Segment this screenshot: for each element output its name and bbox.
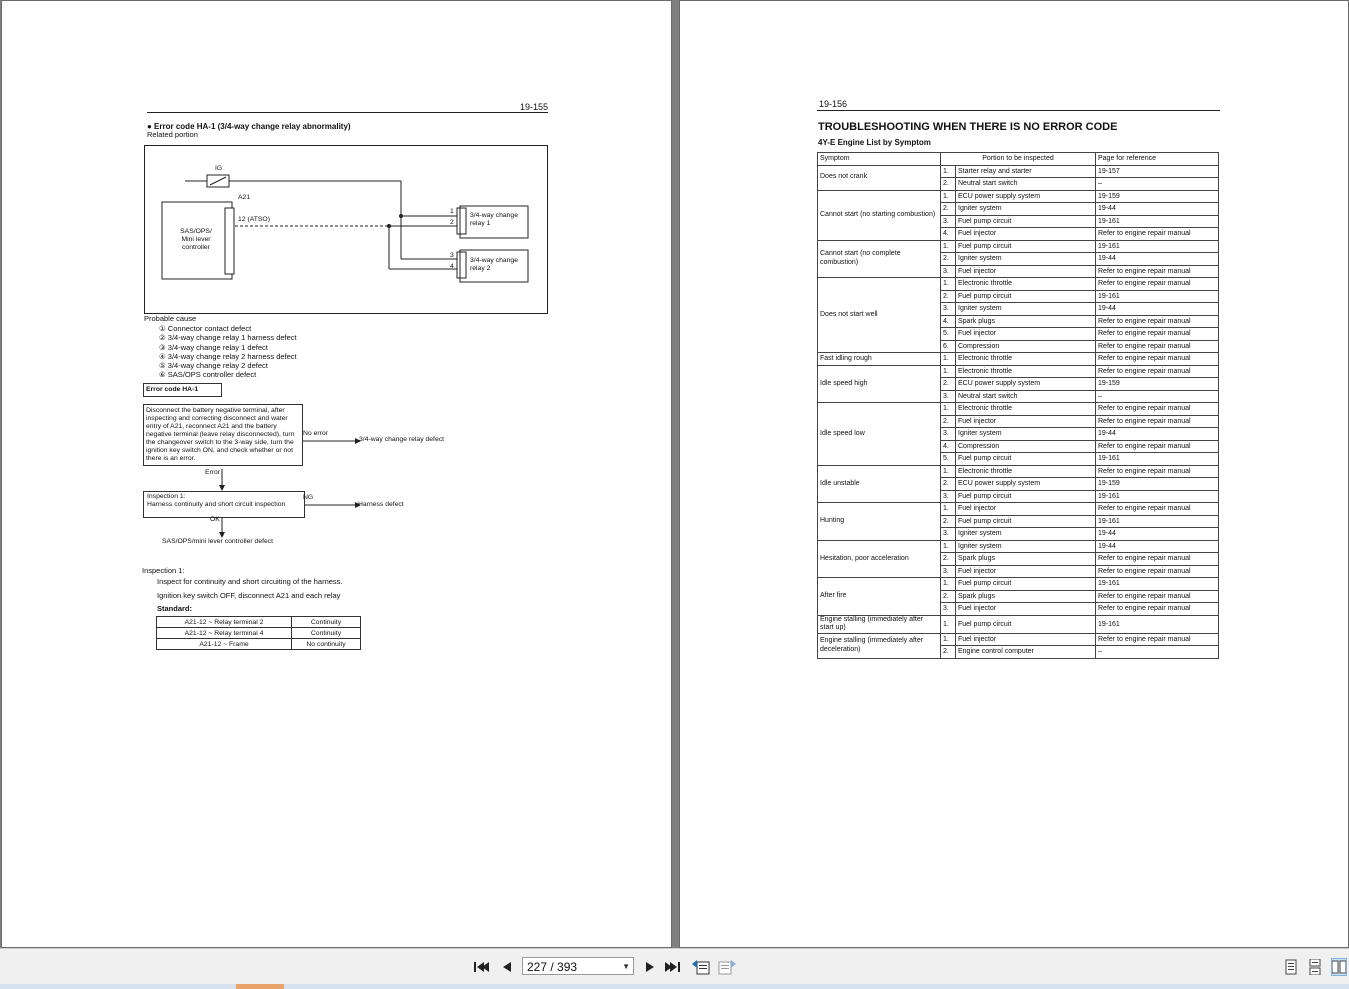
- portion-cell: Fuel injector: [956, 415, 1096, 428]
- reference-cell: 19-44: [1096, 253, 1219, 266]
- portion-cell: Starter relay and starter: [956, 165, 1096, 178]
- item-number-cell: 2.: [941, 415, 956, 428]
- item-number-cell: 3.: [941, 265, 956, 278]
- flow-step-2: Inspection 1: Harness continuity and short circuit inspection: [143, 491, 305, 518]
- table-row: [818, 615, 1219, 633]
- symptom-table-body: [818, 165, 1219, 658]
- facing-pages-icon: [1332, 959, 1346, 975]
- previous-view-icon: [692, 959, 710, 975]
- document-page-left: [1, 0, 672, 948]
- next-page-button[interactable]: [641, 958, 659, 976]
- reference-cell: 19-44: [1096, 528, 1219, 541]
- item-number-cell: 2.: [941, 253, 956, 266]
- portion-cell: Igniter system: [956, 253, 1096, 266]
- error-code-box: Error code HA-1: [143, 383, 222, 397]
- portion-cell: Neutral start switch: [956, 178, 1096, 191]
- item-number-cell: 2.: [941, 290, 956, 303]
- reference-cell: 19-161: [1096, 453, 1219, 466]
- symptom-cell: Idle speed low: [818, 403, 941, 466]
- symptom-cell: Engine stalling (immediately after start up): [818, 615, 941, 633]
- item-number-cell: 2.: [941, 515, 956, 528]
- reference-cell: 19-157: [1096, 165, 1219, 178]
- item-number-cell: 1.: [941, 540, 956, 553]
- reference-cell: –: [1096, 646, 1219, 659]
- portion-cell: Compression: [956, 440, 1096, 453]
- reference-cell: Refer to engine repair manual: [1096, 503, 1219, 516]
- reference-cell: Refer to engine repair manual: [1096, 328, 1219, 341]
- portion-cell: ECU power supply system: [956, 478, 1096, 491]
- portion-cell: Fuel injector: [956, 603, 1096, 616]
- item-number-cell: 3.: [941, 428, 956, 441]
- single-page-view-button[interactable]: [1283, 958, 1299, 976]
- reference-cell: Refer to engine repair manual: [1096, 315, 1219, 328]
- no-error-label: No error: [303, 430, 328, 437]
- symptom-cell: Engine stalling (immediately after deceleration): [818, 633, 941, 658]
- ng-label: NG: [303, 494, 314, 501]
- first-page-icon: [473, 960, 489, 974]
- list-item: ④ 3/4-way change relay 2 harness defect: [159, 351, 297, 361]
- item-number-cell: 3.: [941, 603, 956, 616]
- symptom-cell: Does not start well: [818, 278, 941, 353]
- ok-label: OK: [210, 516, 220, 523]
- reference-cell: Refer to engine repair manual: [1096, 340, 1219, 353]
- portion-cell: Igniter system: [956, 203, 1096, 216]
- section-subheading: Related portion: [147, 130, 198, 139]
- reference-cell: 19-44: [1096, 303, 1219, 316]
- table-row: [818, 503, 1219, 516]
- relay1-label: 3/4-way change relay 1: [470, 212, 518, 227]
- inspection-line-2: Ignition key switch OFF, disconnect A21 and each relay: [157, 591, 341, 600]
- next-page-icon: [644, 960, 656, 974]
- item-number-cell: 1.: [941, 615, 956, 633]
- reference-cell: Refer to engine repair manual: [1096, 565, 1219, 578]
- item-number-cell: 3.: [941, 215, 956, 228]
- reference-cell: 19-161: [1096, 515, 1219, 528]
- column-header-symptom: Symptom: [818, 153, 941, 166]
- last-page-button[interactable]: [664, 958, 682, 976]
- pin-3: 3: [450, 252, 454, 259]
- portion-cell: Fuel pump circuit: [956, 515, 1096, 528]
- reference-cell: Refer to engine repair manual: [1096, 465, 1219, 478]
- portion-cell: Fuel pump circuit: [956, 490, 1096, 503]
- standard-label: Standard:: [157, 604, 193, 613]
- page-number: 19-156: [819, 99, 848, 109]
- portion-cell: Fuel pump circuit: [956, 453, 1096, 466]
- portion-cell: Fuel injector: [956, 328, 1096, 341]
- item-number-cell: 3.: [941, 528, 956, 541]
- pin-2: 2: [450, 219, 454, 226]
- reference-cell: 19-44: [1096, 428, 1219, 441]
- next-view-icon: [718, 959, 736, 975]
- portion-cell: Spark plugs: [956, 590, 1096, 603]
- header-rule: [817, 110, 1220, 111]
- portion-cell: ECU power supply system: [956, 378, 1096, 391]
- item-number-cell: 4.: [941, 315, 956, 328]
- list-item: ⑤ 3/4-way change relay 2 defect: [159, 361, 268, 371]
- column-header-portion: Portion to be inspected: [941, 153, 1096, 166]
- portion-cell: Fuel injector: [956, 503, 1096, 516]
- error-label: Error: [205, 469, 221, 476]
- symptom-cell: Idle speed high: [818, 365, 941, 403]
- portion-cell: Fuel pump circuit: [956, 578, 1096, 591]
- portion-cell: Electronic throttle: [956, 403, 1096, 416]
- portion-cell: Compression: [956, 340, 1096, 353]
- circuit-diagram: [144, 145, 548, 314]
- item-number-cell: 2.: [941, 378, 956, 391]
- reference-cell: Refer to engine repair manual: [1096, 403, 1219, 416]
- reference-cell: Refer to engine repair manual: [1096, 228, 1219, 241]
- pin-4: 4: [450, 263, 454, 270]
- reference-cell: 19-161: [1096, 290, 1219, 303]
- item-number-cell: 1.: [941, 190, 956, 203]
- item-number-cell: 1.: [941, 353, 956, 366]
- table-row: [818, 278, 1219, 291]
- last-page-icon: [665, 960, 681, 974]
- chevron-down-icon[interactable]: ▼: [622, 962, 630, 971]
- page-number: 19-155: [520, 102, 549, 112]
- list-item: ② 3/4-way change relay 1 harness defect: [159, 333, 297, 343]
- item-number-cell: 3.: [941, 490, 956, 503]
- reference-cell: Refer to engine repair manual: [1096, 353, 1219, 366]
- portion-cell: Fuel injector: [956, 565, 1096, 578]
- symptom-cell: Idle unstable: [818, 465, 941, 503]
- table-row: [818, 365, 1219, 378]
- reference-cell: 19-44: [1096, 203, 1219, 216]
- portion-cell: Neutral start switch: [956, 390, 1096, 403]
- item-number-cell: 1.: [941, 278, 956, 291]
- portion-cell: Fuel pump circuit: [956, 615, 1096, 633]
- item-number-cell: 2.: [941, 553, 956, 566]
- table-row: [818, 403, 1219, 416]
- item-number-cell: 2.: [941, 178, 956, 191]
- a21-label: A21: [238, 194, 251, 201]
- portion-cell: Fuel injector: [956, 633, 1096, 646]
- reference-cell: –: [1096, 178, 1219, 191]
- line-label: 12 (ATSO): [238, 216, 270, 223]
- item-number-cell: 2.: [941, 478, 956, 491]
- reference-cell: 19-44: [1096, 540, 1219, 553]
- list-item: ⑥ SAS/OPS controller defect: [159, 370, 257, 380]
- flow-step-1: Disconnect the battery negative terminal, after inspecting and correcting disconnect and water entry of A21, reconnect A21 and the battery negative terminal (leave relay disconnected), turn the changeover switch to the 3-way side, turn the ignition key switch ON, and check whether or not there is an error.: [143, 404, 303, 466]
- symptom-cell: Cannot start (no complete combustion): [818, 240, 941, 278]
- reference-cell: Refer to engine repair manual: [1096, 440, 1219, 453]
- item-number-cell: 3.: [941, 390, 956, 403]
- portion-cell: Igniter system: [956, 540, 1096, 553]
- previous-page-icon: [501, 960, 513, 974]
- reference-cell: Refer to engine repair manual: [1096, 553, 1219, 566]
- portion-cell: Igniter system: [956, 428, 1096, 441]
- column-header-reference: Page for reference: [1096, 153, 1219, 166]
- single-page-icon: [1284, 959, 1298, 975]
- item-number-cell: 1.: [941, 165, 956, 178]
- symptom-cell: Cannot start (no starting combustion): [818, 190, 941, 240]
- symptom-cell: Hesitation, poor acceleration: [818, 540, 941, 578]
- ok-result: SAS/OPS/mini lever controller defect: [162, 538, 274, 545]
- item-number-cell: 1.: [941, 240, 956, 253]
- navigation-toolbar: [0, 948, 1349, 985]
- next-view-button[interactable]: [718, 958, 736, 976]
- item-number-cell: 2.: [941, 646, 956, 659]
- status-bar-segment: [236, 984, 284, 989]
- table-cell: Continuity: [292, 628, 361, 639]
- item-number-cell: 4.: [941, 440, 956, 453]
- reference-cell: 19-161: [1096, 240, 1219, 253]
- previous-view-button[interactable]: [692, 958, 710, 976]
- table-cell: A21-12 ~ Relay terminal 4: [157, 628, 292, 639]
- item-number-cell: 1.: [941, 465, 956, 478]
- table-header-row: [818, 153, 1219, 166]
- symptom-cell: Does not crank: [818, 165, 941, 190]
- portion-cell: Fuel pump circuit: [956, 290, 1096, 303]
- table-cell: No continuity: [292, 639, 361, 650]
- table-cell: Continuity: [292, 617, 361, 628]
- table-row: [818, 578, 1219, 591]
- item-number-cell: 2.: [941, 203, 956, 216]
- item-number-cell: 6.: [941, 340, 956, 353]
- portion-cell: Spark plugs: [956, 553, 1096, 566]
- continuous-view-button[interactable]: [1307, 958, 1323, 976]
- table-row: [818, 353, 1219, 366]
- portion-cell: Igniter system: [956, 528, 1096, 541]
- item-number-cell: 5.: [941, 328, 956, 341]
- inspection-title: Inspection 1:: [142, 566, 185, 575]
- table-row: [157, 617, 361, 628]
- standard-table: [156, 616, 361, 650]
- list-item: ③ 3/4-way change relay 1 defect: [159, 342, 268, 352]
- first-page-button[interactable]: [472, 958, 490, 976]
- header-rule: [147, 112, 548, 113]
- item-number-cell: 3.: [941, 565, 956, 578]
- reference-cell: Refer to engine repair manual: [1096, 265, 1219, 278]
- relay2-label: 3/4-way change relay 2: [470, 257, 518, 272]
- item-number-cell: 1.: [941, 403, 956, 416]
- reference-cell: Refer to engine repair manual: [1096, 365, 1219, 378]
- table-row: [818, 190, 1219, 203]
- item-number-cell: 4.: [941, 228, 956, 241]
- table-cell: A21-12 ~ Frame: [157, 639, 292, 650]
- controller-label: SAS/OPS/ Mini lever controller: [180, 228, 212, 251]
- portion-cell: Electronic throttle: [956, 353, 1096, 366]
- portion-cell: ECU power supply system: [956, 190, 1096, 203]
- item-number-cell: 2.: [941, 590, 956, 603]
- reference-cell: 19-161: [1096, 615, 1219, 633]
- table-row: [157, 639, 361, 650]
- reference-cell: Refer to engine repair manual: [1096, 278, 1219, 291]
- portion-cell: Engine control computer: [956, 646, 1096, 659]
- item-number-cell: 1.: [941, 503, 956, 516]
- reference-cell: Refer to engine repair manual: [1096, 590, 1219, 603]
- portion-cell: Spark plugs: [956, 315, 1096, 328]
- portion-cell: Electronic throttle: [956, 365, 1096, 378]
- page-subheading: 4Y-E Engine List by Symptom: [818, 138, 931, 147]
- probable-cause-list: [159, 324, 297, 380]
- table-row: [818, 240, 1219, 253]
- symptom-cell: Hunting: [818, 503, 941, 541]
- ig-label: IG: [215, 165, 223, 172]
- reference-cell: Refer to engine repair manual: [1096, 415, 1219, 428]
- symptom-table: [817, 152, 1219, 659]
- reference-cell: 19-159: [1096, 190, 1219, 203]
- table-cell: A21-12 ~ Relay terminal 2: [157, 617, 292, 628]
- page-number-input[interactable]: [522, 957, 634, 975]
- reference-cell: 19-159: [1096, 478, 1219, 491]
- portion-cell: Igniter system: [956, 303, 1096, 316]
- table-row: [818, 540, 1219, 553]
- continuous-page-icon: [1308, 959, 1322, 975]
- previous-page-button[interactable]: [498, 958, 516, 976]
- table-row: [157, 628, 361, 639]
- reference-cell: Refer to engine repair manual: [1096, 603, 1219, 616]
- table-row: [818, 165, 1219, 178]
- facing-pages-view-button[interactable]: [1331, 958, 1347, 976]
- reference-cell: –: [1096, 390, 1219, 403]
- probable-cause-title: Probable cause: [144, 314, 197, 323]
- pin-1: 1: [450, 208, 454, 215]
- document-page-right: [679, 0, 1349, 948]
- reference-cell: 19-161: [1096, 215, 1219, 228]
- item-number-cell: 1.: [941, 633, 956, 646]
- symptom-cell: After fire: [818, 578, 941, 616]
- reference-cell: 19-161: [1096, 578, 1219, 591]
- reference-cell: Refer to engine repair manual: [1096, 633, 1219, 646]
- portion-cell: Fuel injector: [956, 228, 1096, 241]
- section-heading: ● Error code HA-1 (3/4-way change relay abnormality): [147, 122, 351, 131]
- no-error-result: 3/4-way change relay defect: [359, 436, 445, 443]
- portion-cell: Fuel injector: [956, 265, 1096, 278]
- list-item: ① Connector contact defect: [159, 324, 252, 333]
- reference-cell: 19-159: [1096, 378, 1219, 391]
- portion-cell: Electronic throttle: [956, 465, 1096, 478]
- reference-cell: 19-161: [1096, 490, 1219, 503]
- portion-cell: Electronic throttle: [956, 278, 1096, 291]
- symptom-cell: Fast idling rough: [818, 353, 941, 366]
- table-row: [818, 465, 1219, 478]
- ng-result: Harness defect: [358, 501, 404, 508]
- portion-cell: Fuel pump circuit: [956, 215, 1096, 228]
- table-row: [818, 633, 1219, 646]
- item-number-cell: 3.: [941, 303, 956, 316]
- portion-cell: Fuel pump circuit: [956, 240, 1096, 253]
- item-number-cell: 1.: [941, 578, 956, 591]
- item-number-cell: 5.: [941, 453, 956, 466]
- item-number-cell: 1.: [941, 365, 956, 378]
- page-heading: TROUBLESHOOTING WHEN THERE IS NO ERROR CODE: [818, 121, 1118, 133]
- status-bar: [0, 984, 1349, 989]
- inspection-line-1: Inspect for continuity and short circuiting of the harness.: [157, 577, 343, 586]
- page-number-value: 227 / 393: [527, 960, 578, 974]
